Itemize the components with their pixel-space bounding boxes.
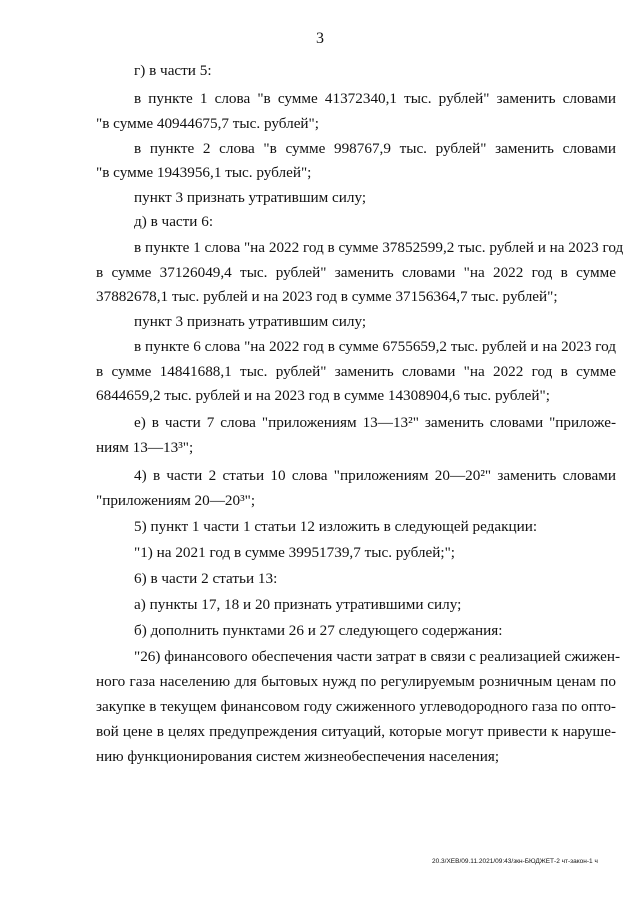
text-line: в пункте 1 слова "на 2022 год в сумме 37852599,2 тыс. рублей и на 2023 год: [134, 239, 624, 256]
text-line: "1) на 2021 год в сумме 39951739,7 тыс. рублей;";: [134, 544, 456, 561]
text-line: 4) в части 2 статьи 10 слова "приложениям 20—20²" заменить словами: [134, 467, 616, 484]
text-line: ного газа населению для бытовых нужд по регулируемым розничным ценам по: [96, 673, 616, 690]
text-line: 37882678,1 тыс. рублей и на 2023 год в сумме 37156364,7 тыс. рублей";: [96, 288, 558, 305]
text-line: вой цене в целях предупреждения ситуаций, которые могут привести к наруше-: [96, 723, 616, 740]
text-line: "приложениям 20—20³";: [96, 492, 256, 509]
text-line: в сумме 14841688,1 тыс. рублей" заменить словами "на 2022 год в сумме: [96, 363, 616, 380]
text-line: а) пункты 17, 18 и 20 признать утратившими силу;: [134, 596, 462, 613]
text-line: в пункте 2 слова "в сумме 998767,9 тыс. рублей" заменить словами: [134, 140, 616, 157]
text-line: 6) в части 2 статьи 13:: [134, 570, 278, 587]
text-line: "в сумме 1943956,1 тыс. рублей";: [96, 164, 312, 181]
text-line: 6844659,2 тыс. рублей и на 2023 год в сумме 14308904,6 тыс. рублей";: [96, 387, 550, 404]
page-number: 3: [316, 30, 324, 47]
text-line: закупке в текущем финансовом году сжиженного углеводородного газа по опто-: [96, 698, 616, 715]
document-footer-code: 20.3/ХЕВ/09.11.2021/09:43/зкн-БЮДЖЕТ-2 чт-закон-1 ч: [432, 858, 598, 865]
text-line: "в сумме 40944675,7 тыс. рублей";: [96, 115, 319, 132]
text-line: е) в части 7 слова "приложениям 13—13²" заменить словами "приложе-: [134, 414, 616, 431]
text-line: "26) финансового обеспечения части затрат в связи с реализацией сжижен-: [134, 648, 621, 665]
text-line: 5) пункт 1 части 1 статьи 12 изложить в следующей редакции:: [134, 518, 538, 535]
text-line: д) в части 6:: [134, 213, 214, 230]
text-line: пункт 3 признать утратившим силу;: [134, 313, 367, 330]
text-line: в пункте 6 слова "на 2022 год в сумме 6755659,2 тыс. рублей и на 2023 год: [134, 338, 616, 355]
text-line: г) в части 5:: [134, 62, 212, 79]
text-line: пункт 3 признать утратившим силу;: [134, 189, 367, 206]
text-line: в сумме 37126049,4 тыс. рублей" заменить словами "на 2022 год в сумме: [96, 264, 616, 281]
text-line: в пункте 1 слова "в сумме 41372340,1 тыс. рублей" заменить словами: [134, 90, 616, 107]
text-line: б) дополнить пунктами 26 и 27 следующего содержания:: [134, 622, 503, 639]
text-line: нию функционирования систем жизнеобеспечения населения;: [96, 748, 500, 765]
text-line: ниям 13—13³";: [96, 439, 194, 456]
